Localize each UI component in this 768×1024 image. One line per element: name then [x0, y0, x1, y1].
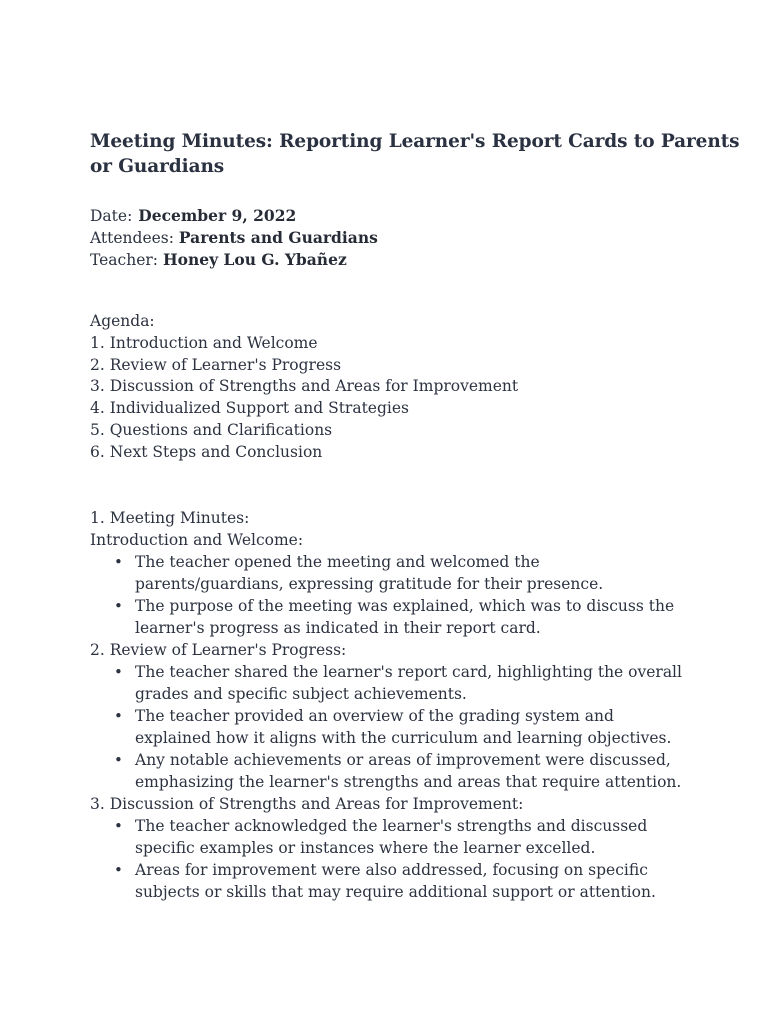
bullet-icon: • — [114, 817, 123, 835]
bullet-icon: • — [114, 707, 123, 725]
teacher-value: Honey Lou G. Ybañez — [162, 250, 347, 269]
bullet-item — [90, 815, 690, 859]
minutes-section — [90, 507, 690, 903]
bullet-text-line: The teacher provided an overview of the grading system and — [135, 707, 614, 725]
bullet-text-line: Areas for improvement were also addressed, focusing on specific — [135, 861, 648, 879]
bullet-item — [90, 661, 690, 705]
bullet-text-line: learner's progress as indicated in their report card. — [135, 619, 541, 637]
meeting-details — [90, 205, 378, 271]
attendees-value: Parents and Guardians — [178, 228, 378, 247]
agenda-item: 6. Next Steps and Conclusion — [90, 442, 323, 461]
bullet-icon: • — [114, 751, 123, 769]
bullet-text-line: grades and specific subject achievements. — [135, 685, 467, 703]
bullet-icon: • — [114, 663, 123, 681]
title-line-2: or Guardians — [90, 156, 225, 177]
bullet-text-line: subjects or skills that may require additional support or attention. — [135, 883, 656, 901]
bullet-text-line: emphasizing the learner's strengths and areas that require attention. — [135, 773, 682, 791]
date-label: Date: — [90, 207, 133, 225]
bullet-text-line: The teacher shared the learner's report card, highlighting the overall — [135, 663, 682, 681]
bullet-text-line: parents/guardians, expressing gratitude for their presence. — [135, 575, 604, 593]
agenda-item: 1. Introduction and Welcome — [90, 333, 318, 352]
bullet-list — [90, 815, 690, 903]
teacher-label: Teacher: — [90, 251, 159, 269]
bullet-icon: • — [114, 861, 123, 879]
bullet-icon: • — [114, 553, 123, 571]
bullet-item — [90, 859, 690, 903]
attendees-label: Attendees: — [90, 229, 174, 247]
bullet-text-line: Any notable achievements or areas of improvement were discussed, — [135, 751, 671, 769]
bullet-text-line: The teacher opened the meeting and welcomed the — [135, 553, 540, 571]
document-title — [90, 129, 740, 179]
bullet-text-line: The purpose of the meeting was explained, which was to discuss the — [135, 597, 675, 615]
section-title: 3. Discussion of Strengths and Areas for Improvement: — [90, 795, 524, 813]
agenda-item: 4. Individualized Support and Strategies — [90, 399, 409, 418]
date-row — [90, 205, 378, 227]
bullet-list — [90, 661, 690, 793]
agenda-item: 2. Review of Learner's Progress — [90, 355, 342, 374]
agenda-item: 5. Questions and Clarifications — [90, 420, 333, 439]
minutes-heading: 1. Meeting Minutes: — [90, 509, 250, 527]
date-value: December 9, 2022 — [138, 206, 297, 225]
bullet-item — [90, 595, 690, 639]
bullet-item — [90, 749, 690, 793]
agenda-section — [90, 311, 518, 464]
agenda-heading: Agenda: — [90, 312, 155, 330]
bullet-text-line: explained how it aligns with the curriculum and learning objectives. — [135, 729, 672, 747]
section-title: 2. Review of Learner's Progress: — [90, 641, 347, 659]
attendees-row — [90, 227, 378, 249]
bullet-list — [90, 551, 690, 639]
bullet-text-line: specific examples or instances where the learner excelled. — [135, 839, 596, 857]
bullet-icon: • — [114, 597, 123, 615]
bullet-item — [90, 551, 690, 595]
section-title: Introduction and Welcome: — [90, 531, 304, 549]
bullet-text-line: The teacher acknowledged the learner's strengths and discussed — [135, 817, 648, 835]
bullet-item — [90, 705, 690, 749]
teacher-row — [90, 249, 378, 271]
title-line-1: Meeting Minutes: Reporting Learner's Report Cards to Parents — [90, 131, 740, 152]
agenda-item: 3. Discussion of Strengths and Areas for Improvement — [90, 377, 519, 396]
